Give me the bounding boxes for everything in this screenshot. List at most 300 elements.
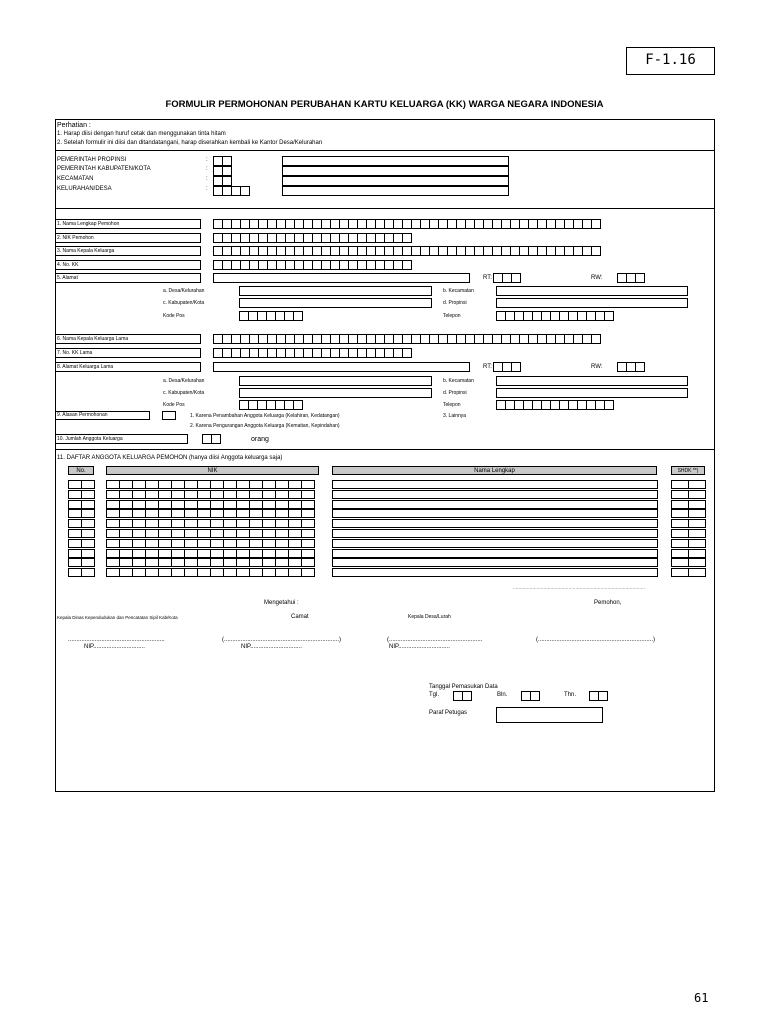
char-box[interactable] — [68, 558, 82, 567]
char-box[interactable] — [119, 529, 133, 538]
char-box[interactable] — [210, 519, 224, 528]
char-box[interactable] — [197, 490, 211, 499]
propinsi-field[interactable] — [496, 298, 688, 308]
char-box[interactable] — [81, 490, 95, 499]
member-nama-field[interactable] — [332, 549, 658, 558]
char-box[interactable] — [671, 519, 689, 528]
char-box[interactable] — [184, 519, 198, 528]
char-box[interactable] — [223, 539, 237, 548]
char-box[interactable] — [301, 529, 315, 538]
char-box[interactable] — [262, 480, 276, 489]
char-box[interactable] — [249, 519, 263, 528]
member-shdk-cells[interactable] — [671, 529, 705, 538]
char-box[interactable] — [197, 549, 211, 558]
member-shdk-cells[interactable] — [671, 568, 705, 577]
member-nama-field[interactable] — [332, 490, 658, 499]
char-box[interactable] — [688, 509, 706, 518]
char-box[interactable] — [158, 509, 172, 518]
char-box[interactable] — [132, 500, 146, 509]
member-shdk-cells[interactable] — [671, 549, 705, 558]
char-box[interactable] — [236, 519, 250, 528]
char-box[interactable] — [249, 529, 263, 538]
char-box[interactable] — [106, 480, 120, 489]
char-box[interactable] — [301, 568, 315, 577]
char-box[interactable] — [132, 519, 146, 528]
char-box[interactable] — [301, 500, 315, 509]
char-box[interactable] — [145, 558, 159, 567]
char-box[interactable] — [210, 480, 224, 489]
char-box[interactable] — [184, 490, 198, 499]
kodepos-label: Kode Pos — [163, 402, 185, 408]
char-box[interactable] — [197, 529, 211, 538]
char-box[interactable] — [275, 490, 289, 499]
char-box[interactable] — [671, 529, 689, 538]
char-box[interactable] — [132, 558, 146, 567]
char-box[interactable] — [262, 529, 276, 538]
member-nama-field[interactable] — [332, 558, 658, 567]
member-no-cells[interactable] — [68, 519, 94, 528]
member-shdk-cells[interactable] — [671, 480, 705, 489]
char-box[interactable] — [197, 480, 211, 489]
char-box[interactable] — [236, 568, 250, 577]
member-nik-cells[interactable] — [106, 500, 314, 509]
member-no-cells[interactable] — [68, 480, 94, 489]
char-box[interactable] — [223, 500, 237, 509]
char-box[interactable] — [145, 480, 159, 489]
member-no-cells[interactable] — [68, 529, 94, 538]
char-box[interactable] — [301, 539, 315, 548]
tgl-cells[interactable] — [453, 691, 471, 701]
char-box[interactable] — [688, 539, 706, 548]
char-box[interactable] — [171, 480, 185, 489]
char-box[interactable] — [119, 568, 133, 577]
char-box[interactable] — [210, 509, 224, 518]
alamat-lama-field[interactable] — [213, 362, 470, 372]
char-box[interactable] — [688, 490, 706, 499]
char-box[interactable] — [275, 568, 289, 577]
char-box[interactable] — [288, 529, 302, 538]
propinsi-label: d. Propinsi — [443, 300, 467, 306]
char-box[interactable] — [275, 549, 289, 558]
char-box[interactable] — [184, 539, 198, 548]
char-box[interactable] — [236, 480, 250, 489]
char-box[interactable] — [197, 519, 211, 528]
char-box[interactable] — [688, 558, 706, 567]
char-box[interactable] — [688, 500, 706, 509]
member-shdk-cells[interactable] — [671, 490, 705, 499]
region-colon: : — [206, 176, 208, 182]
char-box[interactable] — [262, 539, 276, 548]
char-box[interactable] — [132, 539, 146, 548]
char-box[interactable] — [81, 529, 95, 538]
propinsi-code-cells[interactable] — [213, 156, 231, 166]
char-box[interactable] — [262, 509, 276, 518]
char-box[interactable] — [288, 509, 302, 518]
char-box[interactable] — [671, 558, 689, 567]
char-box[interactable] — [288, 539, 302, 548]
member-nik-cells[interactable] — [106, 558, 314, 567]
char-box[interactable] — [249, 549, 263, 558]
char-box[interactable] — [158, 539, 172, 548]
char-box[interactable] — [223, 480, 237, 489]
char-box[interactable] — [171, 558, 185, 567]
char-box[interactable] — [223, 490, 237, 499]
member-nama-field[interactable] — [332, 529, 658, 538]
pemohon-label: Pemohon, — [594, 600, 622, 606]
char-box[interactable] — [119, 549, 133, 558]
char-box[interactable] — [249, 539, 263, 548]
member-nik-cells[interactable] — [106, 480, 314, 489]
kabupaten-code-cells[interactable] — [213, 166, 231, 176]
member-no-cells[interactable] — [68, 500, 94, 509]
char-box[interactable] — [171, 519, 185, 528]
char-box[interactable] — [288, 568, 302, 577]
member-no-cells[interactable] — [68, 490, 94, 499]
char-box[interactable] — [223, 549, 237, 558]
rw-lama-cells[interactable] — [617, 362, 644, 372]
nama-kepala-lama-cells[interactable] — [213, 334, 600, 344]
char-box[interactable] — [158, 490, 172, 499]
member-nik-cells[interactable] — [106, 539, 314, 548]
char-box[interactable] — [132, 568, 146, 577]
desa-lama-field[interactable] — [239, 376, 432, 386]
char-box[interactable] — [275, 480, 289, 489]
char-box[interactable] — [68, 509, 82, 518]
char-box[interactable] — [68, 549, 82, 558]
char-box[interactable] — [591, 246, 601, 256]
char-box[interactable] — [210, 539, 224, 548]
char-box[interactable] — [106, 529, 120, 538]
nip-camat: NIP............................... — [241, 644, 302, 650]
char-box[interactable] — [68, 480, 82, 489]
char-box[interactable] — [132, 529, 146, 538]
char-box[interactable] — [68, 490, 82, 499]
alamat-field[interactable] — [213, 273, 470, 283]
char-box[interactable] — [119, 558, 133, 567]
char-box[interactable] — [236, 558, 250, 567]
member-no-cells[interactable] — [68, 558, 94, 567]
char-box[interactable] — [145, 539, 159, 548]
kecamatan-name-field[interactable] — [282, 176, 509, 186]
char-box[interactable] — [171, 509, 185, 518]
char-box[interactable] — [158, 519, 172, 528]
char-box[interactable] — [106, 558, 120, 567]
kecamatan-code-cells[interactable] — [213, 176, 231, 186]
char-box[interactable] — [106, 549, 120, 558]
char-box[interactable] — [158, 480, 172, 489]
char-box[interactable] — [604, 311, 614, 321]
char-box[interactable] — [288, 490, 302, 499]
char-box[interactable] — [262, 558, 276, 567]
char-box[interactable] — [145, 500, 159, 509]
char-box[interactable] — [106, 509, 120, 518]
char-box[interactable] — [197, 500, 211, 509]
bln-cells[interactable] — [521, 691, 539, 701]
char-box[interactable] — [145, 568, 159, 577]
char-box[interactable] — [688, 480, 706, 489]
member-nik-cells[interactable] — [106, 529, 314, 538]
char-box[interactable] — [301, 519, 315, 528]
char-box[interactable] — [249, 509, 263, 518]
char-box[interactable] — [288, 480, 302, 489]
member-nama-field[interactable] — [332, 519, 658, 528]
kodepos-lama-cells[interactable] — [239, 400, 302, 410]
thn-cells[interactable] — [589, 691, 607, 701]
char-box[interactable] — [275, 558, 289, 567]
kabupaten-field[interactable] — [239, 298, 432, 308]
char-box[interactable] — [210, 500, 224, 509]
char-box[interactable] — [197, 509, 211, 518]
char-box[interactable] — [402, 348, 412, 358]
char-box[interactable] — [262, 500, 276, 509]
char-box[interactable] — [210, 529, 224, 538]
char-box[interactable] — [210, 568, 224, 577]
nama-pemohon-cells[interactable] — [213, 219, 600, 229]
char-box[interactable] — [119, 480, 133, 489]
char-box[interactable] — [158, 549, 172, 558]
char-box[interactable] — [184, 568, 198, 577]
desa-field[interactable] — [239, 286, 432, 296]
alasan-checkbox[interactable] — [162, 411, 176, 420]
char-box[interactable] — [171, 568, 185, 577]
propinsi-name-field[interactable] — [282, 156, 509, 166]
char-box[interactable] — [671, 480, 689, 489]
field-label-no-kk-lama: 7. No. KK Lama — [57, 350, 93, 356]
rw-label: RW: — [591, 275, 603, 281]
char-box[interactable] — [132, 490, 146, 499]
char-box[interactable] — [688, 549, 706, 558]
char-box[interactable] — [171, 500, 185, 509]
char-box[interactable] — [145, 529, 159, 538]
char-box[interactable] — [68, 568, 82, 577]
char-box[interactable] — [275, 500, 289, 509]
char-box[interactable] — [132, 509, 146, 518]
char-box[interactable] — [288, 558, 302, 567]
char-box[interactable] — [171, 529, 185, 538]
telepon-lama-cells[interactable] — [496, 400, 613, 410]
char-box[interactable] — [68, 519, 82, 528]
char-box[interactable] — [119, 509, 133, 518]
char-box[interactable] — [158, 529, 172, 538]
char-box[interactable] — [184, 509, 198, 518]
kodepos-cells[interactable] — [239, 311, 302, 321]
char-box[interactable] — [106, 490, 120, 499]
char-box[interactable] — [184, 500, 198, 509]
char-box[interactable] — [81, 500, 95, 509]
char-box[interactable] — [301, 490, 315, 499]
char-box[interactable] — [671, 500, 689, 509]
char-box[interactable] — [249, 568, 263, 577]
nik-pemohon-cells[interactable] — [213, 233, 411, 243]
char-box[interactable] — [145, 519, 159, 528]
char-box[interactable] — [197, 568, 211, 577]
member-nama-field[interactable] — [332, 480, 658, 489]
no-kk-lama-cells[interactable] — [213, 348, 411, 358]
char-box[interactable] — [275, 519, 289, 528]
member-nik-cells[interactable] — [106, 568, 314, 577]
telepon-cells[interactable] — [496, 311, 613, 321]
char-box[interactable] — [197, 539, 211, 548]
char-box[interactable] — [223, 509, 237, 518]
char-box[interactable] — [158, 558, 172, 567]
char-box[interactable] — [236, 490, 250, 499]
member-no-cells[interactable] — [68, 549, 94, 558]
char-box[interactable] — [236, 549, 250, 558]
char-box[interactable] — [249, 500, 263, 509]
char-box[interactable] — [184, 558, 198, 567]
rt-lama-cells[interactable] — [493, 362, 520, 372]
kabupaten-lama-field[interactable] — [239, 388, 432, 398]
char-box[interactable] — [275, 509, 289, 518]
char-box[interactable] — [210, 549, 224, 558]
rw-cells[interactable] — [617, 273, 644, 283]
char-box[interactable] — [106, 568, 120, 577]
no-kk-cells[interactable] — [213, 260, 411, 270]
char-box[interactable] — [249, 480, 263, 489]
char-box[interactable] — [671, 539, 689, 548]
char-box[interactable] — [288, 549, 302, 558]
field-label-alamat-lama: 8. Alamat Keluarga Lama — [57, 364, 114, 370]
char-box[interactable] — [68, 529, 82, 538]
member-nik-cells[interactable] — [106, 490, 314, 499]
char-box[interactable] — [106, 500, 120, 509]
member-shdk-cells[interactable] — [671, 539, 705, 548]
char-box[interactable] — [145, 549, 159, 558]
char-box[interactable] — [262, 568, 276, 577]
char-box[interactable] — [184, 480, 198, 489]
char-box[interactable] — [184, 549, 198, 558]
char-box[interactable] — [249, 558, 263, 567]
member-shdk-cells[interactable] — [671, 519, 705, 528]
char-box[interactable] — [301, 558, 315, 567]
char-box[interactable] — [301, 509, 315, 518]
member-no-cells[interactable] — [68, 509, 94, 518]
char-box[interactable] — [171, 539, 185, 548]
char-box[interactable] — [236, 529, 250, 538]
char-box[interactable] — [262, 490, 276, 499]
jumlah-cells[interactable] — [202, 434, 220, 444]
char-box[interactable] — [119, 500, 133, 509]
member-nik-cells[interactable] — [106, 519, 314, 528]
char-box[interactable] — [293, 400, 303, 410]
member-no-cells[interactable] — [68, 568, 94, 577]
char-box[interactable] — [81, 509, 95, 518]
char-box[interactable] — [288, 500, 302, 509]
char-box[interactable] — [671, 549, 689, 558]
char-box[interactable] — [81, 558, 95, 567]
nama-kepala-cells[interactable] — [213, 246, 600, 256]
col-header-nama: Nama Lengkap — [332, 466, 657, 475]
char-box[interactable] — [236, 539, 250, 548]
char-box[interactable] — [402, 260, 412, 270]
member-shdk-cells[interactable] — [671, 500, 705, 509]
char-box[interactable] — [119, 490, 133, 499]
char-box[interactable] — [145, 509, 159, 518]
rt-label: RT: — [483, 364, 492, 370]
char-box[interactable] — [262, 519, 276, 528]
char-box[interactable] — [184, 529, 198, 538]
rt-cells[interactable] — [493, 273, 520, 283]
kecamatan-field[interactable] — [496, 286, 688, 296]
char-box[interactable] — [688, 568, 706, 577]
char-box[interactable] — [223, 568, 237, 577]
char-box[interactable] — [223, 519, 237, 528]
char-box[interactable] — [671, 490, 689, 499]
char-box[interactable] — [275, 539, 289, 548]
char-box[interactable] — [275, 529, 289, 538]
char-box[interactable] — [249, 490, 263, 499]
char-box[interactable] — [119, 539, 133, 548]
char-box[interactable] — [132, 480, 146, 489]
char-box[interactable] — [158, 568, 172, 577]
paraf-field[interactable] — [496, 707, 603, 723]
char-box[interactable] — [688, 519, 706, 528]
member-nama-field[interactable] — [332, 509, 658, 518]
char-box[interactable] — [81, 568, 95, 577]
char-box[interactable] — [591, 334, 601, 344]
char-box[interactable] — [158, 500, 172, 509]
member-nama-field[interactable] — [332, 568, 658, 577]
desa-name-field[interactable] — [282, 186, 509, 196]
char-box[interactable] — [591, 219, 601, 229]
char-box[interactable] — [81, 480, 95, 489]
char-box[interactable] — [301, 480, 315, 489]
kabupaten-name-field[interactable] — [282, 166, 509, 176]
member-no-cells[interactable] — [68, 539, 94, 548]
char-box[interactable] — [68, 539, 82, 548]
char-box[interactable] — [81, 549, 95, 558]
char-box[interactable] — [671, 568, 689, 577]
char-box[interactable] — [210, 558, 224, 567]
member-nik-cells[interactable] — [106, 549, 314, 558]
char-box[interactable] — [171, 549, 185, 558]
col-header-nik: NIK — [106, 466, 319, 475]
char-box[interactable] — [145, 490, 159, 499]
char-box[interactable] — [106, 519, 120, 528]
char-box[interactable] — [210, 490, 224, 499]
char-box[interactable] — [81, 519, 95, 528]
char-box[interactable] — [288, 519, 302, 528]
char-box[interactable] — [68, 500, 82, 509]
char-box[interactable] — [171, 490, 185, 499]
char-box[interactable] — [671, 509, 689, 518]
char-box[interactable] — [604, 400, 614, 410]
member-nama-field[interactable] — [332, 500, 658, 509]
char-box[interactable] — [236, 509, 250, 518]
char-box[interactable] — [688, 529, 706, 538]
char-box[interactable] — [223, 558, 237, 567]
desa-code-cells[interactable] — [213, 186, 249, 196]
char-box[interactable] — [119, 519, 133, 528]
member-nik-cells[interactable] — [106, 509, 314, 518]
member-shdk-cells[interactable] — [671, 509, 705, 518]
propinsi-lama-field[interactable] — [496, 388, 688, 398]
kecamatan-lama-field[interactable] — [496, 376, 688, 386]
char-box[interactable] — [132, 549, 146, 558]
member-nama-field[interactable] — [332, 539, 658, 548]
char-box[interactable] — [197, 558, 211, 567]
divider — [55, 449, 714, 450]
char-box[interactable] — [223, 529, 237, 538]
char-box[interactable] — [262, 549, 276, 558]
char-box[interactable] — [81, 539, 95, 548]
char-box[interactable] — [301, 549, 315, 558]
char-box[interactable] — [293, 311, 303, 321]
char-box[interactable] — [236, 500, 250, 509]
member-shdk-cells[interactable] — [671, 558, 705, 567]
char-box[interactable] — [106, 539, 120, 548]
char-box[interactable] — [402, 233, 412, 243]
